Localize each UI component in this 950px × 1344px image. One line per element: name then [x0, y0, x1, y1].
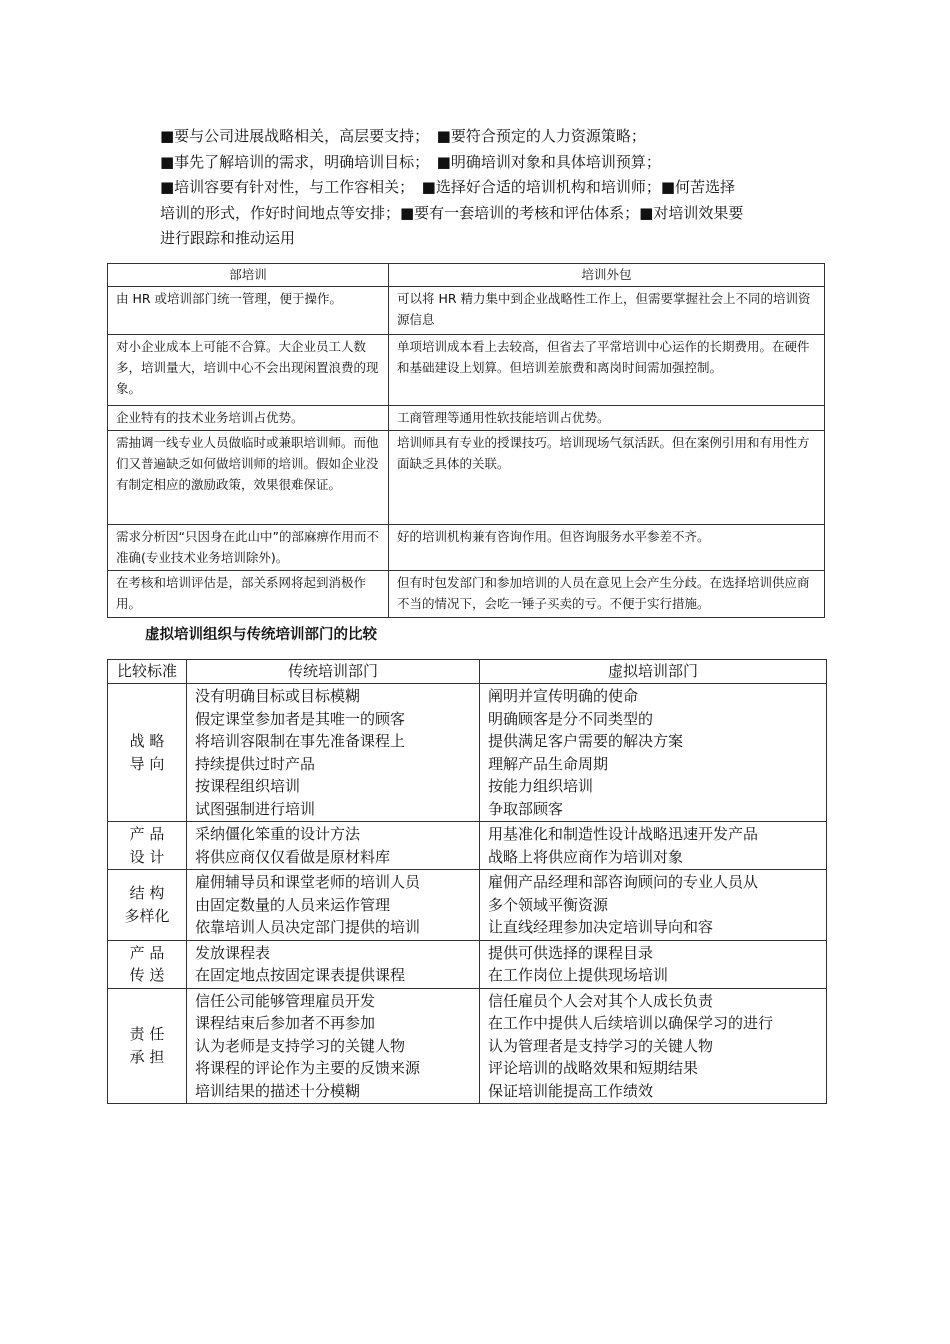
cell-line: 将培训容限制在事先准备课程上 [195, 732, 406, 750]
criteria-label: 传 送 [129, 966, 165, 984]
table-header-row [108, 264, 825, 287]
cell-line: 评论培训的战略效果和短期结果 [488, 1059, 699, 1077]
table-row [108, 870, 827, 941]
cell-line: 按课程组织培训 [195, 777, 301, 795]
table-cell: 需求分析因“只因身在此山中”的部麻痹作用而不准确(专业技术业务培训除外)。 [108, 525, 389, 571]
intro-line: 进行跟踪和推动运用 [160, 229, 296, 247]
table-row [108, 525, 825, 571]
virtual-cell [480, 988, 827, 1104]
cell-line: 在固定地点按固定课表提供课程 [195, 966, 406, 984]
cell-line: 课程结束后参加者不再参加 [195, 1014, 376, 1032]
intro-requirements [160, 124, 820, 252]
intro-line: ■事先了解培训的需求，明确培训目标； ■明确培训对象和具体培训预算； [160, 152, 661, 171]
intro-line: 培训的形式，作好时间地点等安排；■要有一套培训的考核和评估体系；■对培训效果要 [160, 203, 744, 222]
cell-line: 持续提供过时产品 [195, 754, 316, 773]
cell-line: 明确顾客是分不同类型的 [488, 709, 654, 728]
table-cell: 工商管理等通用性软技能培训占优势。 [389, 406, 825, 431]
table-row [108, 406, 825, 431]
cell-line: 用基准化和制造性设计战略迅速开发产品 [488, 825, 759, 843]
table-row [108, 822, 827, 870]
traditional-cell [187, 684, 480, 822]
cell-line: 在工作岗位上提供现场培训 [488, 966, 669, 984]
table-row [108, 684, 827, 822]
internal-vs-outsourced-table [107, 263, 825, 618]
criteria-label: 设 计 [129, 847, 165, 866]
cell-line: 认为管理者是支持学习的关键人物 [488, 1036, 714, 1055]
traditional-cell [187, 988, 480, 1104]
criteria-cell [108, 940, 187, 988]
cell-line: 在工作中提供人后续培训以确保学习的进行 [488, 1014, 774, 1032]
criteria-cell [108, 988, 187, 1104]
criteria-cell [108, 822, 187, 870]
cell-line: 雇佣辅导员和课堂老师的培训人员 [195, 873, 421, 891]
table-cell: 好的培训机构兼有咨询作用。但咨询服务水平参差不齐。 [389, 525, 825, 571]
cell-line: 认为老师是支持学习的关键人物 [195, 1036, 406, 1055]
column-header-outsourced: 培训外包 [389, 264, 825, 287]
virtual-cell [480, 940, 827, 988]
cell-line: 争取部顾客 [488, 799, 564, 818]
criteria-cell [108, 870, 187, 941]
criteria-label: 战 略 [129, 732, 165, 750]
criteria-label: 结 构 [129, 884, 165, 903]
section-title: 虚拟培训组织与传统培训部门的比较 [145, 627, 377, 643]
table-cell: 在考核和培训评估是，部关系网将起到消极作用。 [108, 571, 389, 618]
cell-line: 多个领域平衡资源 [488, 895, 609, 914]
cell-line: 试图强制进行培训 [195, 799, 316, 818]
criteria-label: 多样化 [124, 906, 170, 925]
cell-line: 信任雇员个人会对其个人成长负责 [488, 991, 714, 1010]
virtual-cell [480, 822, 827, 870]
cell-line: 假定课堂参加者是其唯一的顾客 [195, 709, 406, 728]
cell-line: 阐明并宣传明确的使命 [488, 687, 639, 705]
intro-line: ■培训容要有针对性，与工作容相关； ■选择好合适的培训机构和培训师；■何苦选择 [160, 178, 736, 196]
criteria-label: 责 任 [129, 1025, 165, 1044]
cell-line: 按能力组织培训 [488, 777, 594, 795]
criteria-label: 导 向 [129, 754, 165, 773]
cell-line: 将供应商仅仅看做是原材料库 [195, 847, 391, 866]
column-header-virtual: 虚拟培训部门 [480, 660, 827, 684]
table-cell: 单项培训成本看上去较高，但省去了平常培训中心运作的长期费用。在硬件和基础建设上划算。但培训差旅费和离岗时间需加强控制。 [389, 335, 825, 406]
cell-line: 将课程的评论作为主要的反馈来源 [195, 1059, 421, 1077]
traditional-cell [187, 822, 480, 870]
cell-line: 采纳僵化笨重的设计方法 [195, 825, 361, 843]
criteria-label: 产 品 [129, 943, 165, 962]
traditional-cell [187, 940, 480, 988]
criteria-label: 承 担 [129, 1047, 165, 1066]
table-cell: 需抽调一线专业人员做临时或兼职培训师。而他们又普遍缺乏如何做培训师的培训。假如企业没有制定相应的激励政策，效果很难保证。 [108, 431, 389, 525]
cell-line: 信任公司能够管理雇员开发 [195, 991, 376, 1010]
cell-line: 发放课程表 [195, 943, 271, 962]
cell-line: 由固定数量的人员来运作管理 [195, 895, 391, 914]
table-cell: 可以将 HR 精力集中到企业战略性工作上，但需要掌握社会上不同的培训资源信息 [389, 287, 825, 335]
intro-line: ■要与公司进展战略相关，高层要支持； ■要符合预定的人力资源策略； [160, 127, 646, 145]
cell-line: 雇佣产品经理和部咨询顾问的专业人员从 [488, 873, 759, 891]
table-row [108, 940, 827, 988]
table-cell: 培训师具有专业的授课技巧。培训现场气氛活跃。但在案例引用和有用性方面缺乏具体的关联。 [389, 431, 825, 525]
column-header-internal: 部培训 [108, 264, 389, 287]
traditional-cell [187, 870, 480, 941]
cell-line: 提供满足客户需要的解决方案 [488, 732, 684, 750]
table-cell: 但有时包发部门和参加培训的人员在意见上会产生分歧。在选择培训供应商不当的情况下，会吃一锤子买卖的亏。不便于实行措施。 [389, 571, 825, 618]
cell-line: 培训结果的描述十分模糊 [195, 1081, 361, 1100]
criteria-cell [108, 684, 187, 822]
virtual-cell [480, 870, 827, 941]
cell-line: 保证培训能提高工作绩效 [488, 1081, 654, 1100]
table-row [108, 571, 825, 618]
cell-line: 让直线经理参加决定培训导向和容 [488, 918, 714, 936]
table-row [108, 988, 827, 1104]
cell-line: 依靠培训人员决定部门提供的培训 [195, 918, 421, 936]
cell-line: 战略上将供应商作为培训对象 [488, 847, 684, 866]
virtual-cell [480, 684, 827, 822]
table-cell: 企业特有的技术业务培训占优势。 [108, 406, 389, 431]
table-row [108, 287, 825, 335]
table-row [108, 431, 825, 525]
table-cell: 由 HR 或培训部门统一管理，便于操作。 [108, 287, 389, 335]
column-header-criteria: 比较标准 [108, 660, 187, 684]
table-header-row [108, 660, 827, 684]
table-cell: 对小企业成本上可能不合算。大企业员工人数多，培训量大，培训中心不会出现闲置浪费的现象。 [108, 335, 389, 406]
cell-line: 提供可供选择的课程目录 [488, 943, 654, 962]
table-row [108, 335, 825, 406]
column-header-traditional: 传统培训部门 [187, 660, 480, 684]
cell-line: 理解产品生命周期 [488, 754, 609, 773]
cell-line: 没有明确目标或目标模糊 [195, 687, 361, 705]
criteria-label: 产 品 [129, 825, 165, 843]
virtual-vs-traditional-table [107, 659, 827, 1104]
